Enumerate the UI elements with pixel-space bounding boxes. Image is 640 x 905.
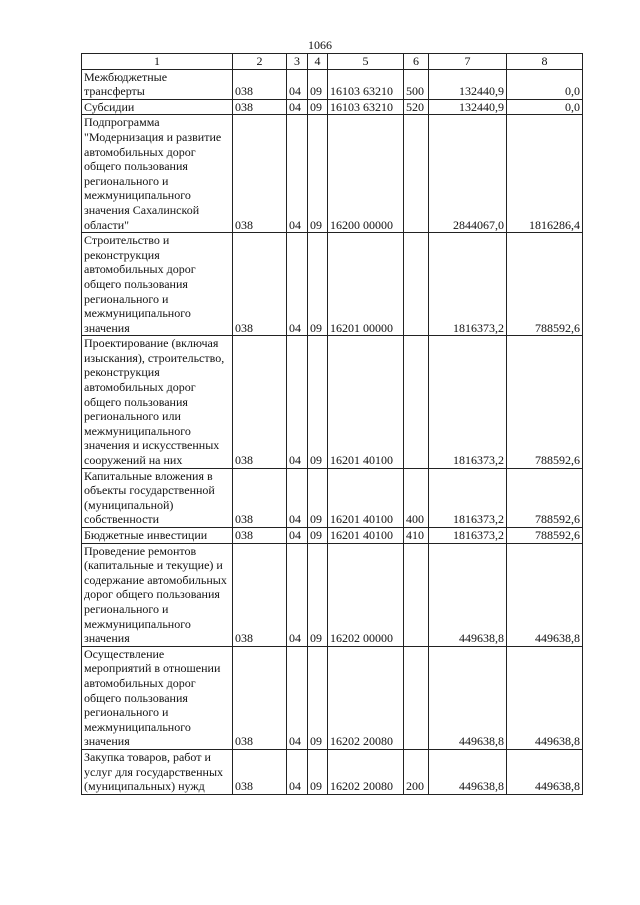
- amount-col7: 2844067,0: [429, 115, 507, 233]
- column-header: 7: [429, 54, 507, 70]
- amount-col7: 1816373,2: [429, 528, 507, 544]
- amount-col7: 449638,8: [429, 543, 507, 646]
- section-code: 04: [287, 233, 308, 336]
- target-article-code: 16201 00000: [328, 233, 404, 336]
- subsection-code: 09: [308, 336, 328, 468]
- table-row: [82, 115, 583, 233]
- amount-col8: 449638,8: [507, 749, 583, 794]
- section-code: 04: [287, 646, 308, 749]
- amount-col8: 788592,6: [507, 468, 583, 527]
- table-row: [82, 468, 583, 527]
- target-article-code: 16202 20080: [328, 646, 404, 749]
- amount-col8: 788592,6: [507, 336, 583, 468]
- item-name: Закупка товаров, работ и услуг для государственных (муниципальных) нужд: [82, 749, 233, 794]
- budget-table: [81, 53, 583, 795]
- table-row: [82, 543, 583, 646]
- amount-col7: 1816373,2: [429, 233, 507, 336]
- table-row: [82, 99, 583, 115]
- column-header: 8: [507, 54, 583, 70]
- expense-type-code: [404, 233, 429, 336]
- ministry-code: 038: [233, 749, 287, 794]
- expense-type-code: [404, 646, 429, 749]
- expense-type-code: 500: [404, 69, 429, 99]
- column-header: 3: [287, 54, 308, 70]
- section-code: 04: [287, 468, 308, 527]
- ministry-code: 038: [233, 69, 287, 99]
- section-code: 04: [287, 99, 308, 115]
- amount-col7: 132440,9: [429, 99, 507, 115]
- expense-type-code: 400: [404, 468, 429, 527]
- amount-col7: 1816373,2: [429, 468, 507, 527]
- expense-type-code: [404, 336, 429, 468]
- ministry-code: 038: [233, 336, 287, 468]
- section-code: 04: [287, 528, 308, 544]
- item-name: Субсидии: [82, 99, 233, 115]
- column-header: 1: [82, 54, 233, 70]
- subsection-code: 09: [308, 99, 328, 115]
- item-name: Подпрограмма "Модернизация и развитие автомобильных дорог общего пользования регионального и межмуниципального значения Сахалинской области": [82, 115, 233, 233]
- amount-col7: 449638,8: [429, 749, 507, 794]
- section-code: 04: [287, 543, 308, 646]
- item-name: Проведение ремонтов (капитальные и текущие) и содержание автомобильных дорог общего пользования регионального и межмуниципального значения: [82, 543, 233, 646]
- ministry-code: 038: [233, 646, 287, 749]
- item-name: Осуществление мероприятий в отношении автомобильных дорог общего пользования регионального и межмуниципального значения: [82, 646, 233, 749]
- section-code: 04: [287, 749, 308, 794]
- amount-col7: 1816373,2: [429, 336, 507, 468]
- target-article-code: 16103 63210: [328, 69, 404, 99]
- expense-type-code: [404, 115, 429, 233]
- target-article-code: 16202 00000: [328, 543, 404, 646]
- ministry-code: 038: [233, 233, 287, 336]
- amount-col7: 132440,9: [429, 69, 507, 99]
- subsection-code: 09: [308, 468, 328, 527]
- subsection-code: 09: [308, 528, 328, 544]
- column-header: 5: [328, 54, 404, 70]
- subsection-code: 09: [308, 543, 328, 646]
- subsection-code: 09: [308, 646, 328, 749]
- column-header: 4: [308, 54, 328, 70]
- ministry-code: 038: [233, 543, 287, 646]
- table-row: [82, 528, 583, 544]
- target-article-code: 16201 40100: [328, 468, 404, 527]
- item-name: Капитальные вложения в объекты государственной (муниципальной) собственности: [82, 468, 233, 527]
- section-code: 04: [287, 336, 308, 468]
- target-article-code: 16202 20080: [328, 749, 404, 794]
- item-name: Строительство и реконструкция автомобильных дорог общего пользования регионального и межмуниципального значения: [82, 233, 233, 336]
- amount-col8: 0,0: [507, 99, 583, 115]
- expense-type-code: 410: [404, 528, 429, 544]
- table-row: [82, 233, 583, 336]
- section-code: 04: [287, 69, 308, 99]
- column-header: 6: [404, 54, 429, 70]
- page-number: 1066: [308, 38, 332, 52]
- target-article-code: 16201 40100: [328, 528, 404, 544]
- ministry-code: 038: [233, 115, 287, 233]
- table-row: [82, 646, 583, 749]
- target-article-code: 16200 00000: [328, 115, 404, 233]
- subsection-code: 09: [308, 749, 328, 794]
- expense-type-code: [404, 543, 429, 646]
- table-row: [82, 69, 583, 99]
- item-name: Проектирование (включая изыскания), строительство, реконструкция автомобильных дорог общего пользования регионального или межмуниципального значения и искусственных сооружений на них: [82, 336, 233, 468]
- amount-col8: 788592,6: [507, 233, 583, 336]
- ministry-code: 038: [233, 468, 287, 527]
- table-row: [82, 749, 583, 794]
- table-row: [82, 336, 583, 468]
- subsection-code: 09: [308, 69, 328, 99]
- target-article-code: 16201 40100: [328, 336, 404, 468]
- ministry-code: 038: [233, 99, 287, 115]
- ministry-code: 038: [233, 528, 287, 544]
- subsection-code: 09: [308, 115, 328, 233]
- amount-col7: 449638,8: [429, 646, 507, 749]
- section-code: 04: [287, 115, 308, 233]
- target-article-code: 16103 63210: [328, 99, 404, 115]
- amount-col8: 449638,8: [507, 646, 583, 749]
- expense-type-code: 200: [404, 749, 429, 794]
- subsection-code: 09: [308, 233, 328, 336]
- item-name: Бюджетные инвестиции: [82, 528, 233, 544]
- amount-col8: 0,0: [507, 69, 583, 99]
- column-header: 2: [233, 54, 287, 70]
- header-row: [82, 54, 583, 70]
- expense-type-code: 520: [404, 99, 429, 115]
- amount-col8: 788592,6: [507, 528, 583, 544]
- amount-col8: 449638,8: [507, 543, 583, 646]
- item-name: Межбюджетные трансферты: [82, 69, 233, 99]
- amount-col8: 1816286,4: [507, 115, 583, 233]
